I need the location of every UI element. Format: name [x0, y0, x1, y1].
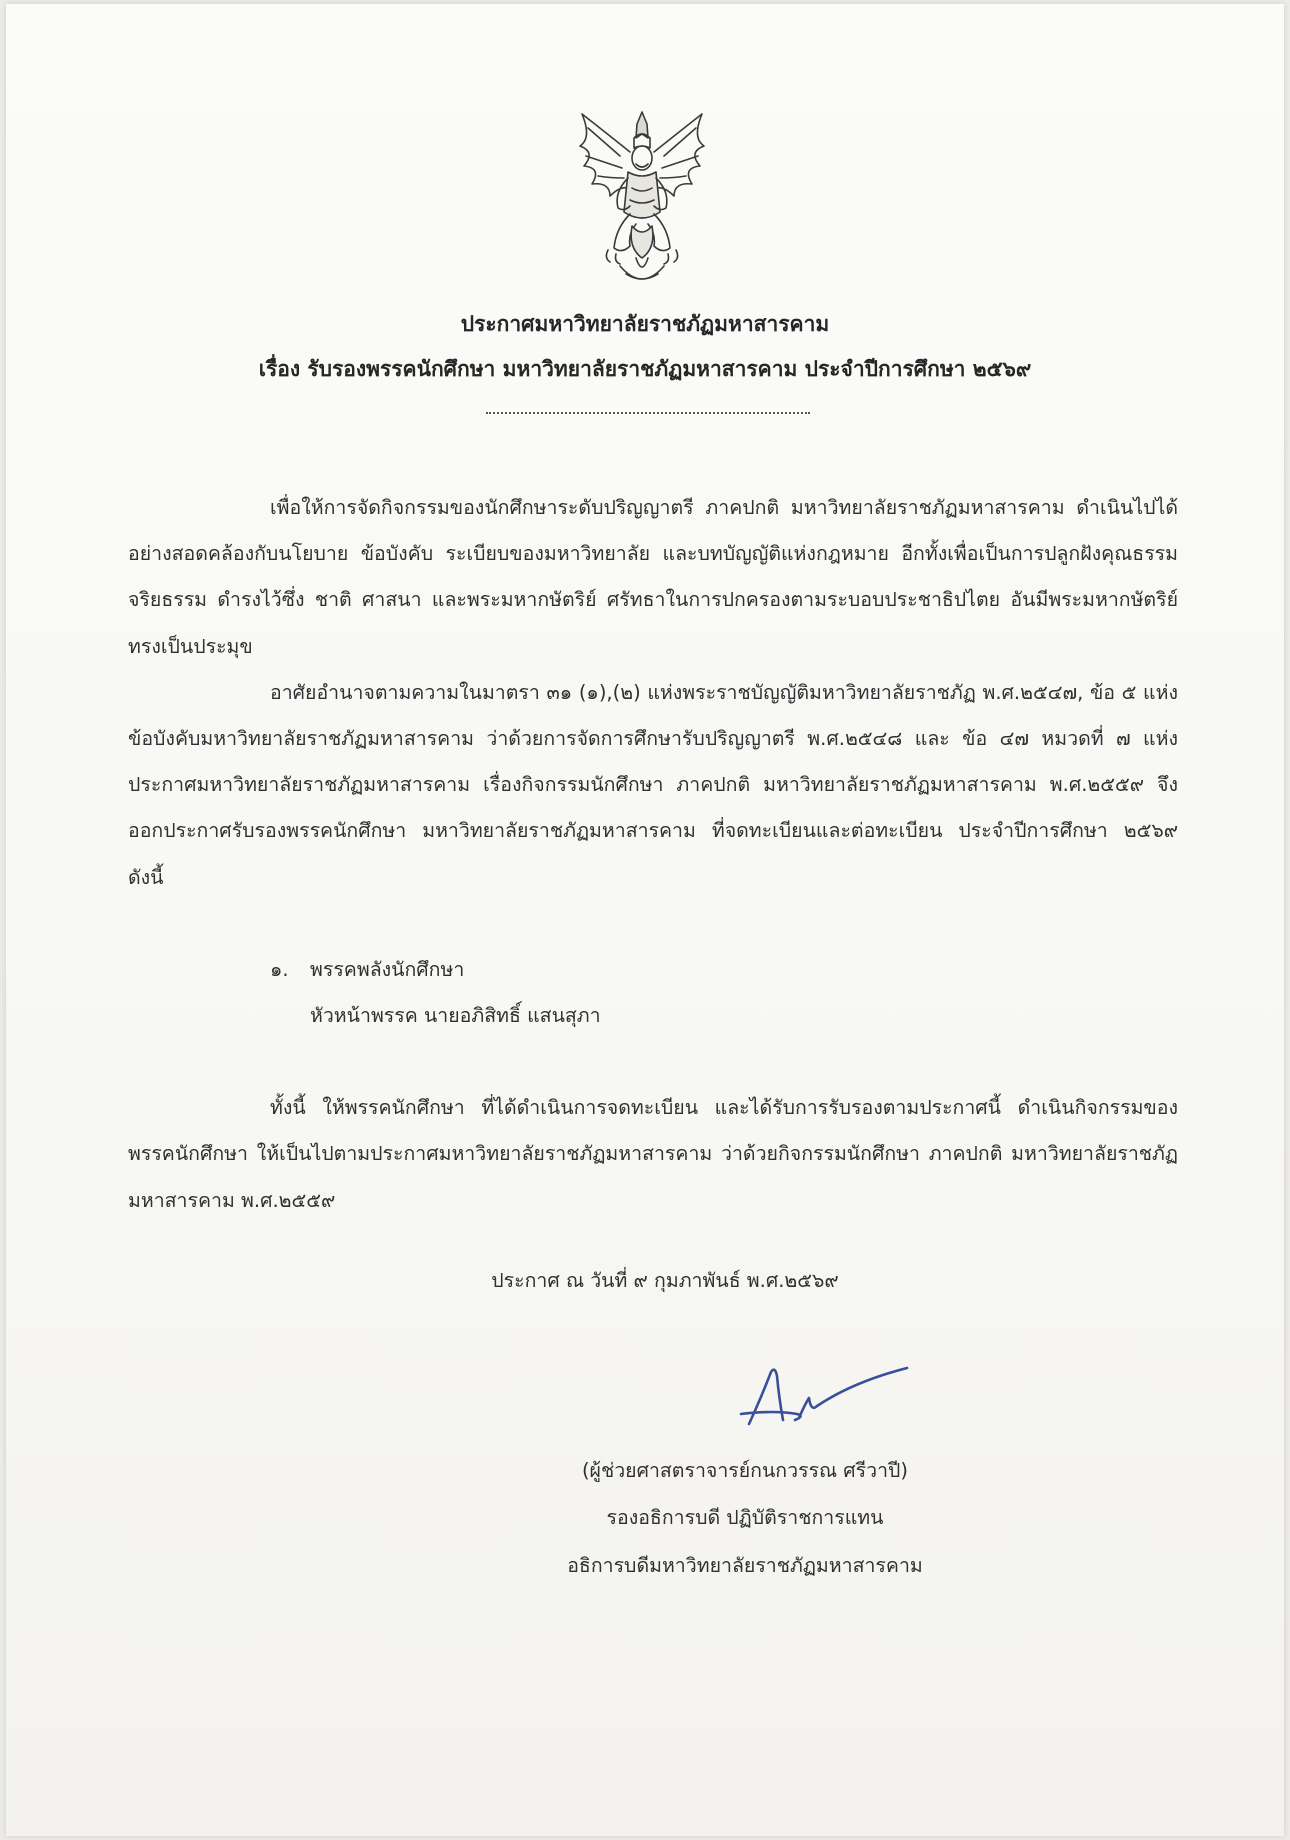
announcement-date: ประกาศ ณ วันที่ ๙ กุมภาพันธ์ พ.ศ.๒๕๖๙: [491, 1269, 839, 1292]
signatory-position: รองอธิการบดี ปฏิบัติราชการแทน: [606, 1506, 884, 1529]
party-list-item: [128, 947, 1178, 1039]
dotted-divider: [486, 412, 810, 414]
signature-icon: [735, 1358, 915, 1438]
paragraph-closing: ทั้งนี้ ให้พรรคนักศึกษา ที่ได้ดำเนินการจดทะเบียน และได้รับการรับรองตามประกาศนี้ ดำเนินกิจกรรมของพรรคนักศึกษา ให้เป็นไปตามประกาศมหาวิทยาลัยราชภัฏมหาสารคาม ว่าด้วยกิจกรรมนักศึกษา ภาคปกติ มหาวิทยาลัยราชภัฏมหาสารคาม พ.ศ.๒๕๕๙: [128, 1096, 1178, 1212]
signatory-organization: อธิการบดีมหาวิทยาลัยราชภัฏมหาสารคาม: [567, 1554, 923, 1577]
party-leader: หัวหน้าพรรค นายอภิสิทธิ์ แสนสุภา: [310, 1004, 601, 1028]
paragraph-purpose: เพื่อให้การจัดกิจกรรมของนักศึกษาระดับปริญญาตรี ภาคปกติ มหาวิทยาลัยราชภัฏมหาสารคาม ดำเนินไปได้อย่างสอดคล้องกับนโยบาย ข้อบังคับ ระเบียบของมหาวิทยาลัย และบทบัญญัติแห่งกฎหมาย อีกทั้งเพื่อเป็นการปลูกฝังคุณธรรม จริยธรรม ดำรงไว้ซึ่ง ชาติ ศาสนา และพระมหากษัตริย์ ศรัทธาในการปกครองตามระบอบประชาธิปไตย อันมีพระมหากษัตริย์ทรงเป็นประมุข: [128, 496, 1178, 658]
garuda-emblem-icon: [570, 108, 714, 294]
party-number: ๑.: [270, 957, 289, 981]
party-name: พรรคพลังนักศึกษา: [310, 957, 465, 981]
announcement-title: ประกาศมหาวิทยาลัยราชภัฏมหาสารคาม: [460, 312, 830, 336]
document-body: [128, 485, 1178, 1224]
announcement-subject: เรื่อง รับรองพรรคนักศึกษา มหาวิทยาลัยราชภัฏมหาสารคาม ประจำปีการศึกษา ๒๕๖๙: [258, 357, 1032, 381]
paragraph-authority: อาศัยอำนาจตามความในมาตรา ๓๑ (๑),(๒) แห่งพระราชบัญญัติมหาวิทยาลัยราชภัฏ พ.ศ.๒๕๔๗, ข้อ ๕ แห่งข้อบังคับมหาวิทยาลัยราชภัฏมหาสารคาม ว่าด้วยการจัดการศึกษารับปริญญาตรี พ.ศ.๒๕๔๘ และ ข้อ ๔๗ หมวดที่ ๗ แห่งประกาศมหาวิทยาลัยราชภัฏมหาสารคาม เรื่องกิจกรรมนักศึกษา ภาคปกติ มหาวิทยาลัยราชภัฏมหาสารคาม พ.ศ.๒๕๕๙ จึงออกประกาศรับรองพรรคนักศึกษา มหาวิทยาลัยราชภัฏมหาสารคาม ที่จดทะเบียนและต่อทะเบียน ประจำปีการศึกษา ๒๕๖๙ ดังนี้: [128, 680, 1178, 889]
signatory-name: (ผู้ช่วยศาสตราจารย์กนกวรรณ ศรีวาปี): [581, 1459, 909, 1482]
